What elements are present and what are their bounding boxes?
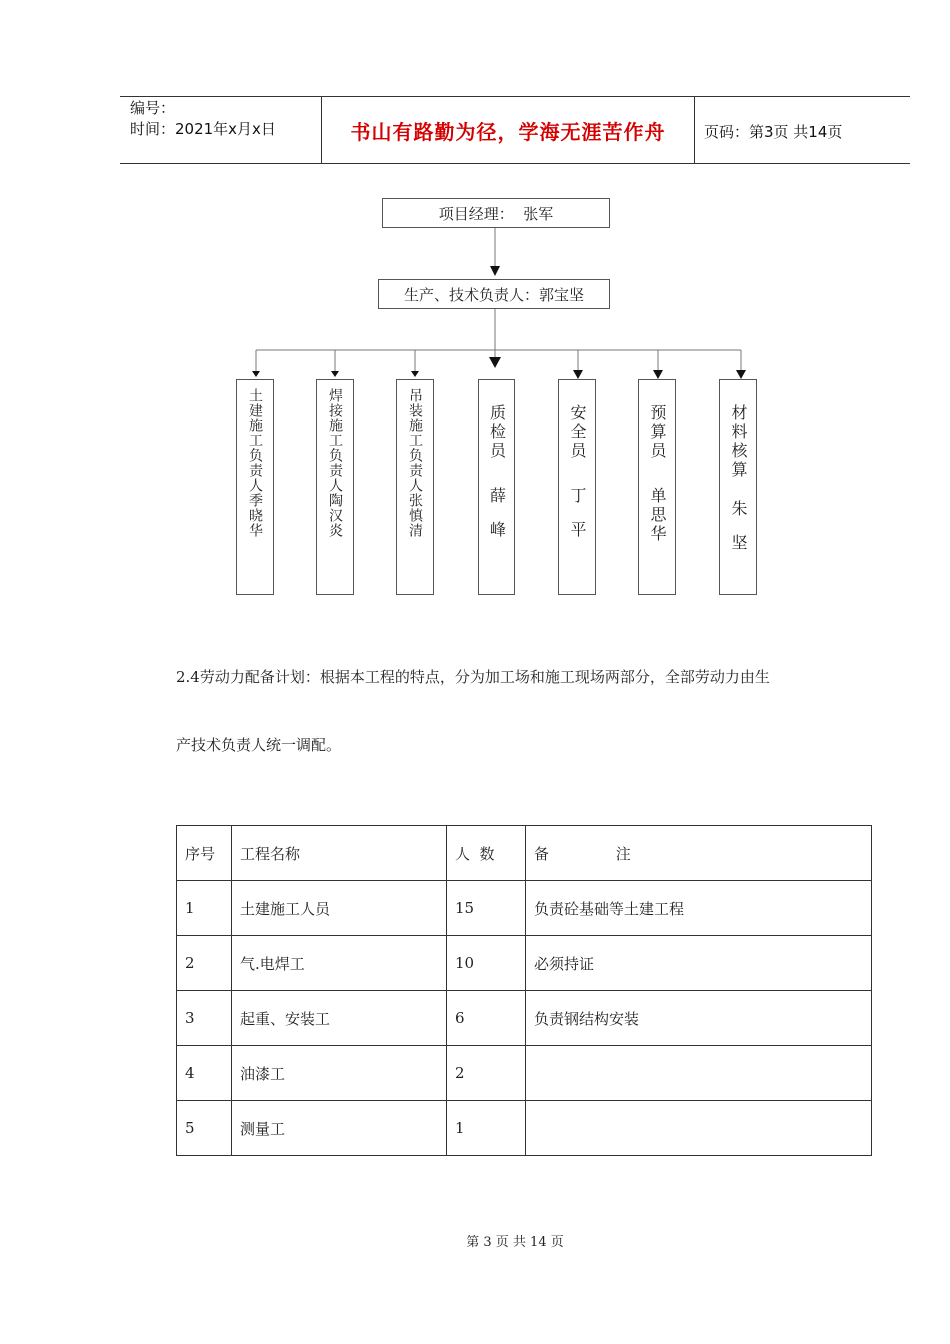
table-row: [177, 1046, 872, 1101]
dept-person: 朱坚: [729, 500, 748, 568]
page-footer: 第 3 页 共 14 页: [466, 1235, 564, 1250]
dept-title: 吊装施工负责人: [407, 388, 423, 493]
table-cell: 负责砼基础等土建工程: [526, 881, 872, 936]
org-manager-label: 项目经理： 张军: [438, 204, 554, 223]
table-cell: 2: [447, 1046, 526, 1101]
table-cell: 必须持证: [526, 936, 872, 991]
table-cell: 3: [177, 991, 232, 1046]
org-box-dept-4: [478, 379, 515, 595]
dept-person: 张慎清: [407, 493, 423, 538]
table-cell: [526, 1101, 872, 1156]
table-cell: 5: [177, 1101, 232, 1156]
table-cell: 起重、安装工: [232, 991, 447, 1046]
dept-person: 单思华: [648, 487, 667, 544]
dept-title: 焊接施工负责人: [327, 388, 343, 493]
header-number-label: 编号：: [130, 99, 176, 117]
org-box-manager: [382, 198, 610, 228]
dept-person: 季晓华: [247, 493, 263, 538]
table-cell: 15: [447, 881, 526, 936]
org-box-dept-7: [719, 379, 757, 595]
paragraph-line-1: 2.4劳动力配备计划：根据本工程的特点，分为加工场和施工现场两部分，全部劳动力由生: [176, 668, 770, 686]
table-header-cell: 序号: [177, 826, 232, 881]
labor-table: [176, 825, 872, 1156]
table-cell: 1: [447, 1101, 526, 1156]
org-box-dept-6: [638, 379, 676, 595]
dept-title: 质检员: [487, 404, 507, 461]
table-header-cell: 工程名称: [232, 826, 447, 881]
dept-person: 陶汉炎: [327, 493, 343, 538]
dept-title: 土建施工负责人: [247, 388, 263, 493]
org-box-dept-2: [316, 379, 354, 595]
dept-title: 材料核算: [729, 404, 748, 480]
table-cell: 土建施工人员: [232, 881, 447, 936]
org-chart-connectors: [0, 0, 950, 640]
paragraph-line-2: 产技术负责人统一调配。: [176, 736, 342, 754]
table-row: [177, 991, 872, 1046]
header-motto: 书山有路勤为径，学海无涯苦作舟: [350, 119, 666, 144]
org-tech-lead-label: 生产、技术负责人：郭宝坚: [403, 285, 584, 304]
table-cell: 4: [177, 1046, 232, 1101]
dept-person: 丁平: [568, 487, 587, 555]
table-cell: 测量工: [232, 1101, 447, 1156]
table-cell: 10: [447, 936, 526, 991]
table-row: [177, 936, 872, 991]
table-row: [177, 881, 872, 936]
table-row: [177, 1101, 872, 1156]
table-cell: 1: [177, 881, 232, 936]
org-box-dept-3: [396, 379, 434, 595]
table-header-cell: 备 注: [526, 826, 872, 881]
org-box-dept-5: [558, 379, 596, 595]
header-time-label: 时间：2021年x月x日: [130, 120, 276, 138]
org-box-tech-lead: [378, 279, 610, 309]
table-cell: 油漆工: [232, 1046, 447, 1101]
dept-person: 薛峰: [487, 487, 507, 555]
header-page-label: 页码：第3页 共14页: [704, 123, 843, 141]
dept-title: 预算员: [648, 404, 667, 461]
org-box-dept-1: [236, 379, 274, 595]
table-cell: [526, 1046, 872, 1101]
table-cell: 6: [447, 991, 526, 1046]
table-cell: 负责钢结构安装: [526, 991, 872, 1046]
table-header-row: [177, 826, 872, 881]
table-header-cell: 人 数: [447, 826, 526, 881]
dept-title: 安全员: [568, 404, 587, 461]
table-cell: 2: [177, 936, 232, 991]
table-cell: 气.电焊工: [232, 936, 447, 991]
